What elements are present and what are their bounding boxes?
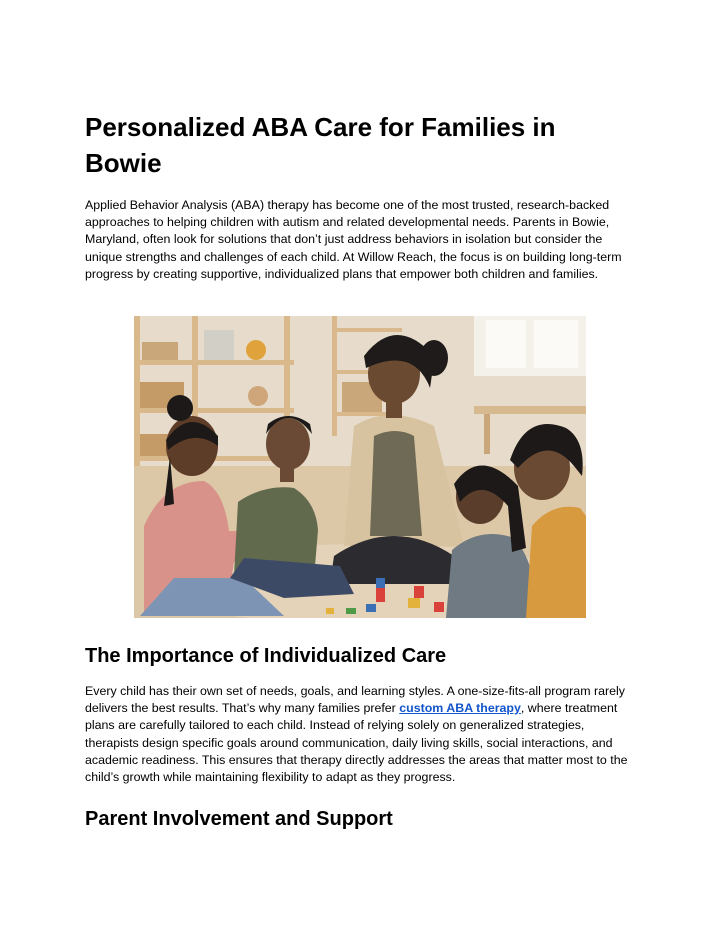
section-heading-parent-involvement: Parent Involvement and Support — [85, 808, 393, 830]
individualized-care-paragraph — [85, 683, 637, 786]
paragraph-text-before: Every child has their own set of needs, goals, and learning styles. A one-size-fits-all program rarely delivers the best results. That’s why many families prefer — [85, 684, 625, 716]
paragraph-text-after: , where treatment plans are carefully tailored to each child. Instead of relying solely on generalized strategies, therapists design specific goals around communication, daily living skills, social interactions, and academic readiness. This ensures that therapy directly addresses the areas that matter most to the child’s growth while maintaining flexibility to adapt as they progress. — [85, 701, 628, 785]
intro-paragraph: Applied Behavior Analysis (ABA) therapy has become one of the most trusted, research-backed approaches to helping children with autism and related developmental needs. Parents in Bowie, Maryland, often look for solutions that don’t just address behaviors in isolation but consider the unique strengths and challenges of each child. At Willow Reach, the focus is on building long-term progress by creating supportive, individualized plans that empower both children and families. — [85, 198, 622, 281]
page-title: Personalized ABA Care for Families in Bowie — [85, 112, 556, 178]
therapy-session-photo — [134, 316, 586, 618]
custom-aba-therapy-link[interactable]: custom ABA therapy — [399, 701, 521, 716]
section-heading-individualized-care: The Importance of Individualized Care — [85, 645, 447, 667]
